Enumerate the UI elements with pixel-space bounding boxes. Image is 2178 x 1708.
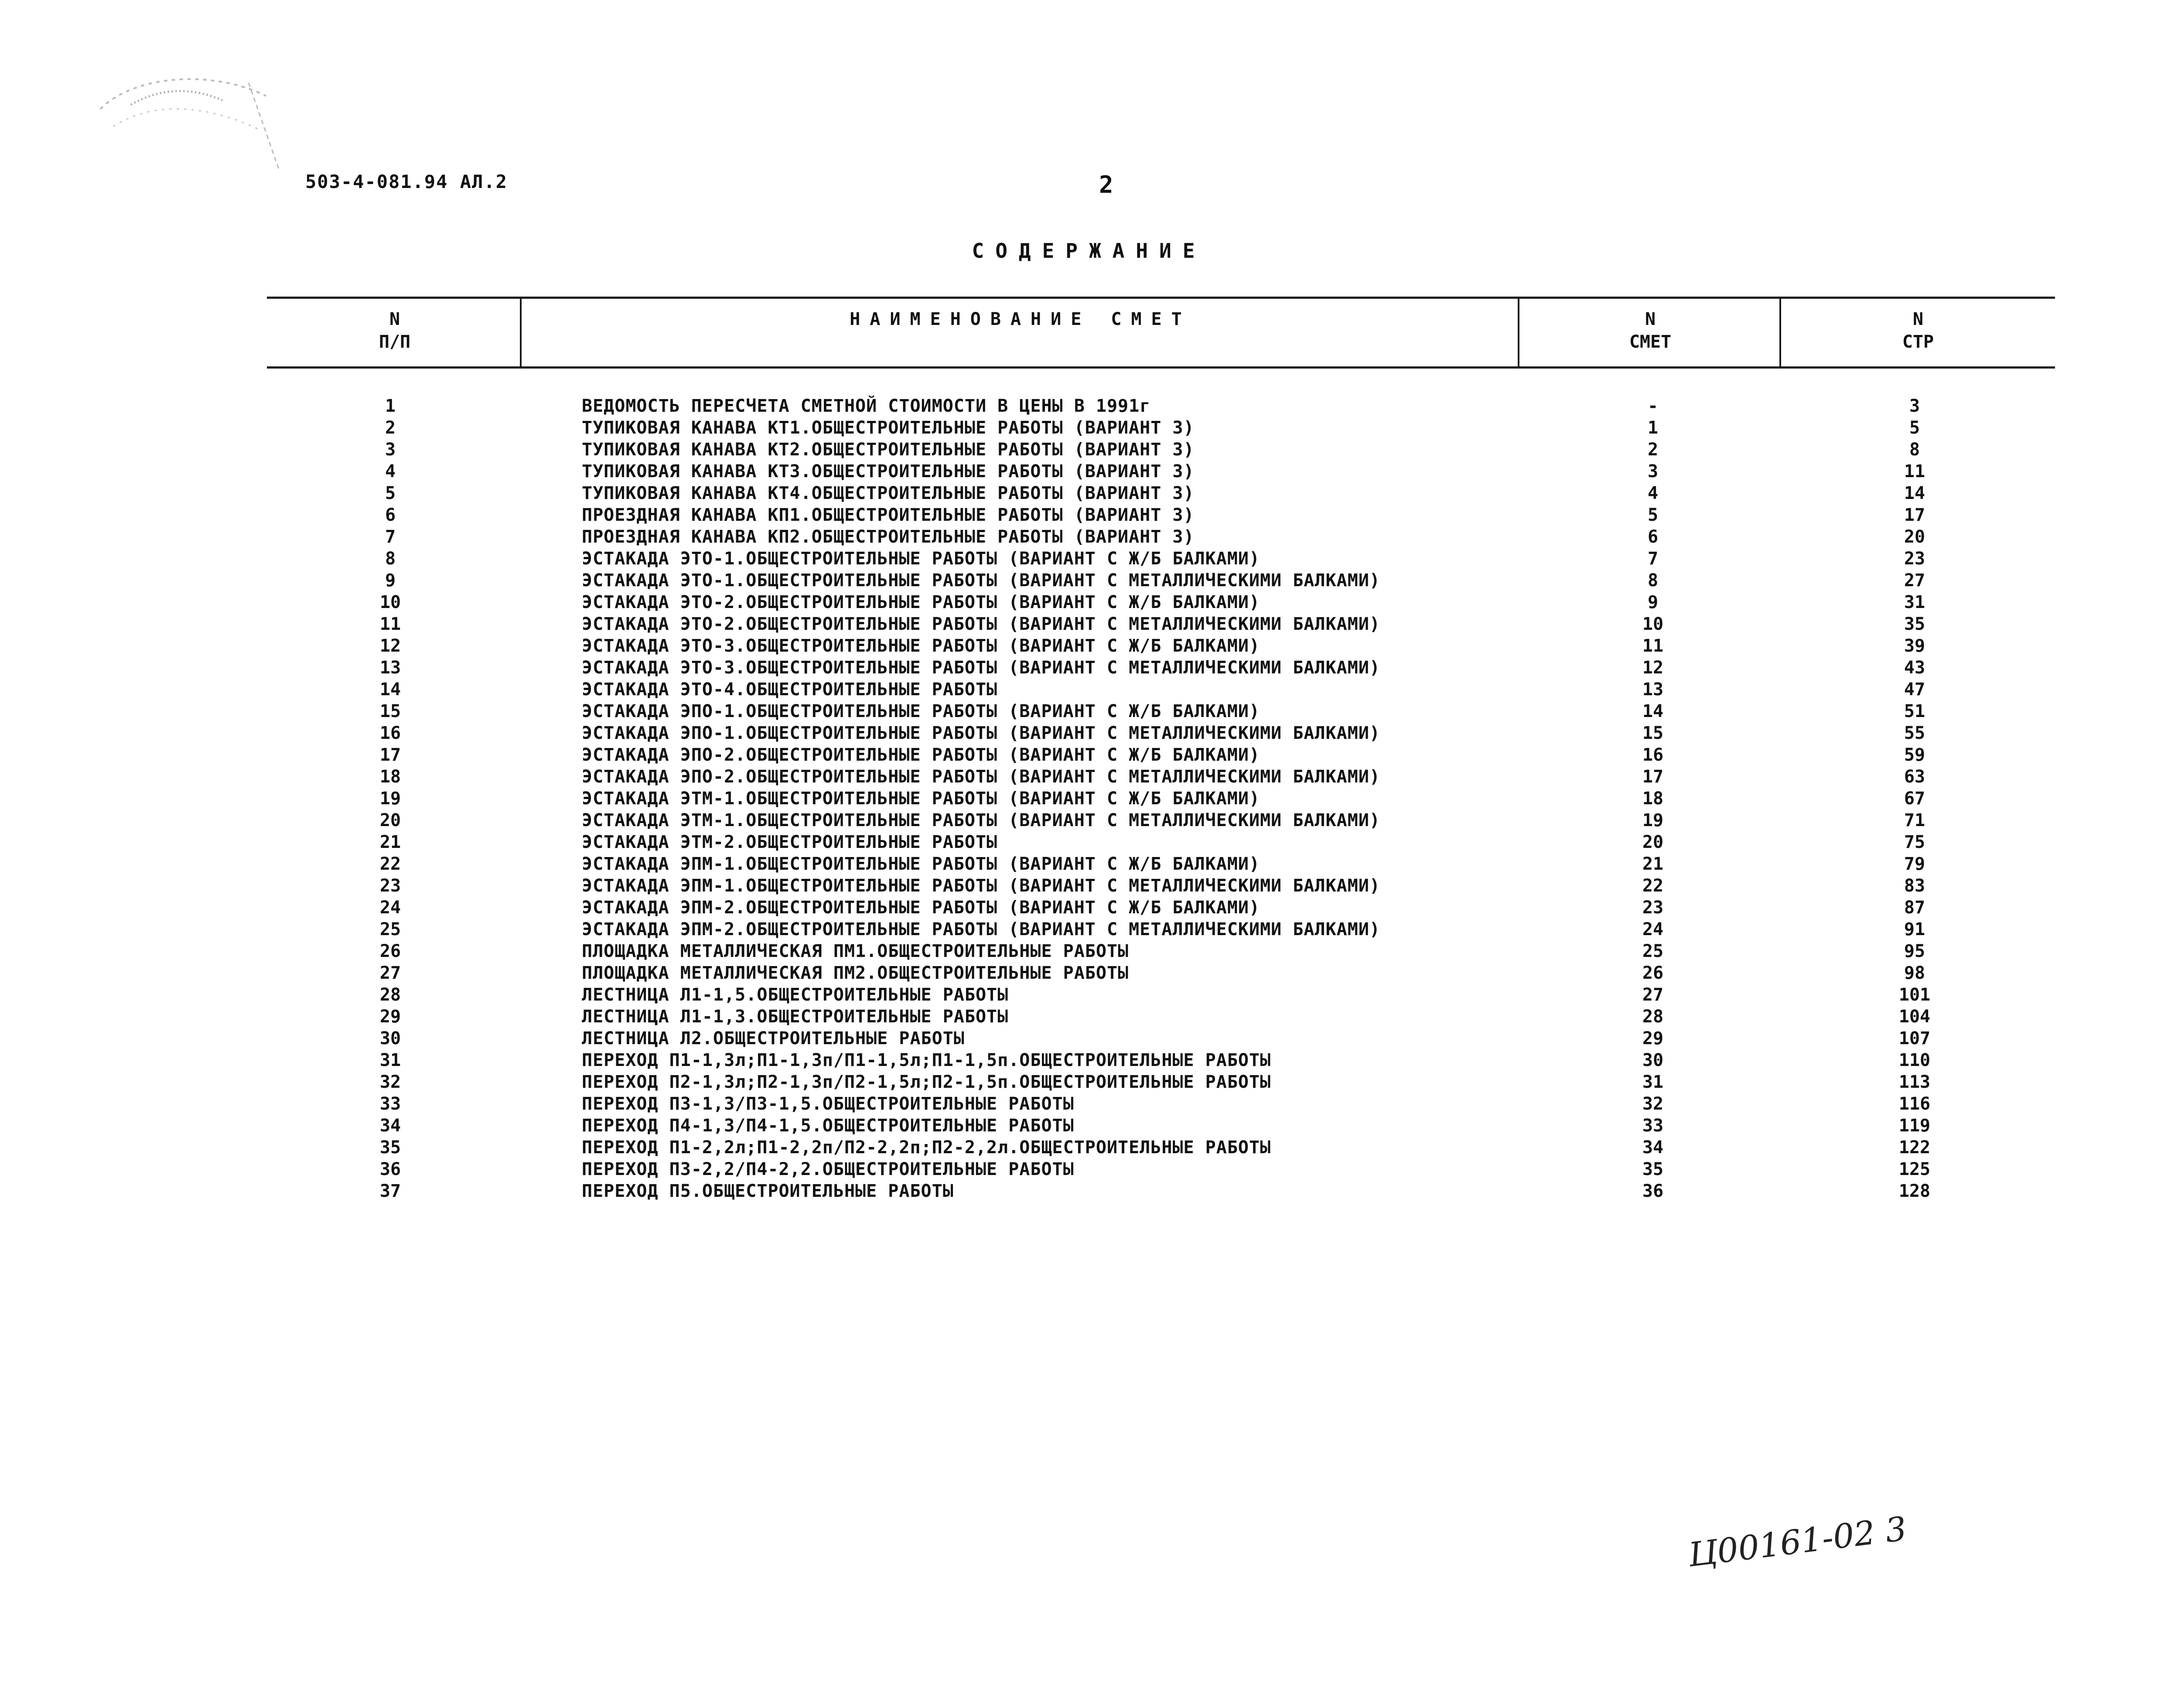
- row-page-number: 31: [1904, 592, 1925, 612]
- row-name: ЭСТАКАДА ЭПМ-1.ОБЩЕСТРОИТЕЛЬНЫЕ РАБОТЫ (ВАРИАНТ С МЕТАЛЛИЧЕСКИМИ БАЛКАМИ): [582, 876, 1380, 896]
- row-page-number: 43: [1904, 658, 1925, 678]
- column-header-number-line2: П/П: [379, 332, 411, 352]
- row-name: ПРОЕЗДНАЯ КАНАВА КП2.ОБЩЕСТРОИТЕЛЬНЫЕ РАБОТЫ (ВАРИАНТ 3): [582, 527, 1195, 547]
- row-page-number: 63: [1904, 767, 1925, 787]
- row-page-number: 113: [1898, 1072, 1931, 1092]
- row-name: ЭСТАКАДА ЭТО-3.ОБЩЕСТРОИТЕЛЬНЫЕ РАБОТЫ (ВАРИАНТ С Ж/Б БАЛКАМИ): [582, 636, 1260, 656]
- row-page-number: 83: [1904, 876, 1925, 896]
- table-row: [0, 875, 2178, 897]
- row-page-number: 79: [1904, 854, 1925, 874]
- table-row: [0, 1158, 2178, 1180]
- row-page-number: 3: [1909, 396, 1920, 416]
- row-number: 26: [379, 941, 401, 961]
- table-row: [0, 1006, 2178, 1028]
- column-divider: [520, 297, 522, 368]
- row-name: ЭСТАКАДА ЭПМ-1.ОБЩЕСТРОИТЕЛЬНЫЕ РАБОТЫ (ВАРИАНТ С Ж/Б БАЛКАМИ): [582, 854, 1260, 874]
- row-page-number: 71: [1904, 810, 1925, 830]
- row-estimate-number: 28: [1642, 1007, 1664, 1027]
- row-name: ЭСТАКАДА ЭТО-4.ОБЩЕСТРОИТЕЛЬНЫЕ РАБОТЫ: [582, 680, 998, 700]
- table-row: [0, 962, 2178, 984]
- row-name: ЭСТАКАДА ЭТО-1.ОБЩЕСТРОИТЕЛЬНЫЕ РАБОТЫ (ВАРИАНТ С МЕТАЛЛИЧЕСКИМИ БАЛКАМИ): [582, 570, 1380, 591]
- column-header-page-line2: СТР: [1902, 332, 1934, 352]
- row-page-number: 75: [1904, 832, 1925, 852]
- row-page-number: 55: [1904, 723, 1925, 743]
- row-name: ПЕРЕХОД П4-1,3/П4-1,5.ОБЩЕСТРОИТЕЛЬНЫЕ РАБОТЫ: [582, 1116, 1074, 1136]
- table-row: [0, 613, 2178, 635]
- row-name: ПЕРЕХОД П1-2,2л;П1-2,2п/П2-2,2п;П2-2,2л.ОБЩЕСТРОИТЕЛЬНЫЕ РАБОТЫ: [582, 1138, 1271, 1158]
- row-page-number: 27: [1904, 570, 1925, 591]
- row-page-number: 87: [1904, 898, 1925, 918]
- row-estimate-number: 11: [1642, 636, 1664, 656]
- row-page-number: 39: [1904, 636, 1925, 656]
- row-name: ЛЕСТНИЦА Л1-1,5.ОБЩЕСТРОИТЕЛЬНЫЕ РАБОТЫ: [582, 985, 1009, 1005]
- table-row: [0, 744, 2178, 766]
- table-row: [0, 482, 2178, 504]
- row-page-number: 11: [1904, 461, 1925, 482]
- table-row: [0, 657, 2178, 679]
- row-page-number: 67: [1904, 789, 1925, 809]
- table-row: [0, 1115, 2178, 1137]
- row-name: ПЕРЕХОД П3-1,3/П3-1,5.ОБЩЕСТРОИТЕЛЬНЫЕ РАБОТЫ: [582, 1094, 1074, 1114]
- row-estimate-number: 36: [1642, 1181, 1664, 1201]
- row-page-number: 110: [1898, 1050, 1931, 1070]
- row-page-number: 119: [1898, 1116, 1931, 1136]
- table-top-rule: [267, 297, 2055, 299]
- row-page-number: 122: [1898, 1138, 1931, 1158]
- row-number: 22: [379, 854, 401, 874]
- row-estimate-number: 30: [1642, 1050, 1664, 1070]
- row-estimate-number: 26: [1642, 963, 1664, 983]
- row-number: 29: [379, 1007, 401, 1027]
- row-name: ТУПИКОВАЯ КАНАВА КТ1.ОБЩЕСТРОИТЕЛЬНЫЕ РАБОТЫ (ВАРИАНТ 3): [582, 418, 1195, 438]
- row-page-number: 59: [1904, 745, 1925, 765]
- table-body: [0, 395, 2178, 1202]
- row-name: ЭСТАКАДА ЭТО-2.ОБЩЕСТРОИТЕЛЬНЫЕ РАБОТЫ (ВАРИАНТ С Ж/Б БАЛКАМИ): [582, 592, 1260, 612]
- table-row: [0, 461, 2178, 482]
- row-number: 5: [385, 483, 396, 503]
- table-row: [0, 1093, 2178, 1115]
- row-estimate-number: 19: [1642, 810, 1664, 830]
- row-estimate-number: 18: [1642, 789, 1664, 809]
- row-name: ТУПИКОВАЯ КАНАВА КТ3.ОБЩЕСТРОИТЕЛЬНЫЕ РАБОТЫ (ВАРИАНТ 3): [582, 461, 1195, 482]
- row-estimate-number: 5: [1647, 505, 1659, 525]
- row-number: 9: [385, 570, 396, 591]
- table-row: [0, 504, 2178, 526]
- row-name: ТУПИКОВАЯ КАНАВА КТ4.ОБЩЕСТРОИТЕЛЬНЫЕ РАБОТЫ (ВАРИАНТ 3): [582, 483, 1195, 503]
- row-estimate-number: 13: [1642, 680, 1664, 700]
- row-estimate-number: 25: [1642, 941, 1664, 961]
- row-number: 34: [379, 1116, 401, 1136]
- table-row: [0, 919, 2178, 940]
- row-estimate-number: 9: [1647, 592, 1659, 612]
- row-estimate-number: 24: [1642, 919, 1664, 939]
- row-estimate-number: 32: [1642, 1094, 1664, 1114]
- row-estimate-number: 23: [1642, 898, 1664, 918]
- row-name: ЭСТАКАДА ЭПМ-2.ОБЩЕСТРОИТЕЛЬНЫЕ РАБОТЫ (ВАРИАНТ С Ж/Б БАЛКАМИ): [582, 898, 1260, 918]
- row-page-number: 35: [1904, 614, 1925, 634]
- column-header-name: НАИМЕНОВАНИЕ СМЕТ: [850, 309, 1191, 329]
- row-name: ПЛОЩАДКА МЕТАЛЛИЧЕСКАЯ ПМ2.ОБЩЕСТРОИТЕЛЬНЫЕ РАБОТЫ: [582, 963, 1129, 983]
- table-row: [0, 722, 2178, 744]
- row-name: ПЕРЕХОД П1-1,3л;П1-1,3п/П1-1,5л;П1-1,5п.ОБЩЕСТРОИТЕЛЬНЫЕ РАБОТЫ: [582, 1050, 1271, 1070]
- row-page-number: 98: [1904, 963, 1925, 983]
- row-number: 36: [379, 1159, 401, 1179]
- row-number: 37: [379, 1181, 401, 1201]
- row-page-number: 23: [1904, 549, 1925, 569]
- row-number: 15: [379, 701, 401, 721]
- table-row: [0, 788, 2178, 810]
- row-number: 11: [379, 614, 401, 634]
- row-number: 10: [379, 592, 401, 612]
- handwritten-note: Ц00161-02 3: [1686, 1509, 1909, 1575]
- row-number: 14: [379, 680, 401, 700]
- row-estimate-number: 7: [1647, 549, 1659, 569]
- column-header-number: [270, 308, 519, 353]
- row-number: 19: [379, 789, 401, 809]
- row-name: ЭСТАКАДА ЭТО-3.ОБЩЕСТРОИТЕЛЬНЫЕ РАБОТЫ (ВАРИАНТ С МЕТАЛЛИЧЕСКИМИ БАЛКАМИ): [582, 658, 1380, 678]
- row-name: ЛЕСТНИЦА Л2.ОБЩЕСТРОИТЕЛЬНЫЕ РАБОТЫ: [582, 1028, 965, 1049]
- row-estimate-number: 12: [1642, 658, 1664, 678]
- row-number: 23: [379, 876, 401, 896]
- table-row: [0, 548, 2178, 570]
- row-name: ПЕРЕХОД П2-1,3л;П2-1,3п/П2-1,5л;П2-1,5п.ОБЩЕСТРОИТЕЛЬНЫЕ РАБОТЫ: [582, 1072, 1271, 1092]
- row-name: ТУПИКОВАЯ КАНАВА КТ2.ОБЩЕСТРОИТЕЛЬНЫЕ РАБОТЫ (ВАРИАНТ 3): [582, 440, 1195, 460]
- row-name: ЭСТАКАДА ЭТМ-2.ОБЩЕСТРОИТЕЛЬНЫЕ РАБОТЫ: [582, 832, 998, 852]
- row-estimate-number: 34: [1642, 1138, 1664, 1158]
- row-name: ЭСТАКАДА ЭПО-1.ОБЩЕСТРОИТЕЛЬНЫЕ РАБОТЫ (ВАРИАНТ С МЕТАЛЛИЧЕСКИМИ БАЛКАМИ): [582, 723, 1380, 743]
- row-name: ЛЕСТНИЦА Л1-1,3.ОБЩЕСТРОИТЕЛЬНЫЕ РАБОТЫ: [582, 1007, 1009, 1027]
- page-number: 2: [1099, 171, 1113, 198]
- row-name: ЭСТАКАДА ЭПО-1.ОБЩЕСТРОИТЕЛЬНЫЕ РАБОТЫ (ВАРИАНТ С Ж/Б БАЛКАМИ): [582, 701, 1260, 721]
- row-number: 2: [385, 418, 396, 438]
- row-number: 21: [379, 832, 401, 852]
- row-number: 17: [379, 745, 401, 765]
- column-header-estimate-line2: СМЕТ: [1629, 332, 1672, 352]
- row-page-number: 14: [1904, 483, 1925, 503]
- row-estimate-number: 27: [1642, 985, 1664, 1005]
- row-page-number: 47: [1904, 680, 1925, 700]
- row-number: 13: [379, 658, 401, 678]
- table-row: [0, 1137, 2178, 1158]
- table-row: [0, 395, 2178, 417]
- row-page-number: 125: [1898, 1159, 1931, 1179]
- column-header-estimate: [1521, 308, 1779, 353]
- row-page-number: 107: [1898, 1028, 1931, 1049]
- table-row: [0, 417, 2178, 439]
- table-row: [0, 897, 2178, 919]
- table-row: [0, 1049, 2178, 1071]
- row-estimate-number: 16: [1642, 745, 1664, 765]
- row-page-number: 116: [1898, 1094, 1931, 1114]
- table-row: [0, 766, 2178, 788]
- row-name: ЭСТАКАДА ЭТМ-1.ОБЩЕСТРОИТЕЛЬНЫЕ РАБОТЫ (ВАРИАНТ С МЕТАЛЛИЧЕСКИМИ БАЛКАМИ): [582, 810, 1380, 830]
- row-name: ПРОЕЗДНАЯ КАНАВА КП1.ОБЩЕСТРОИТЕЛЬНЫЕ РАБОТЫ (ВАРИАНТ 3): [582, 505, 1195, 525]
- column-header-estimate-line1: N: [1645, 309, 1656, 329]
- page-title: СОДЕРЖАНИЕ: [972, 239, 1206, 263]
- row-page-number: 51: [1904, 701, 1925, 721]
- row-number: 6: [385, 505, 396, 525]
- row-page-number: 17: [1904, 505, 1925, 525]
- row-estimate-number: 17: [1642, 767, 1664, 787]
- row-page-number: 8: [1909, 440, 1920, 460]
- row-estimate-number: 22: [1642, 876, 1664, 896]
- row-number: 4: [385, 461, 396, 482]
- row-estimate-number: -: [1647, 396, 1659, 416]
- row-page-number: 95: [1904, 941, 1925, 961]
- row-name: ЭСТАКАДА ЭТО-2.ОБЩЕСТРОИТЕЛЬНЫЕ РАБОТЫ (ВАРИАНТ С МЕТАЛЛИЧЕСКИМИ БАЛКАМИ): [582, 614, 1380, 634]
- row-page-number: 128: [1898, 1181, 1931, 1201]
- row-number: 12: [379, 636, 401, 656]
- table-row: [0, 1028, 2178, 1049]
- table-row: [0, 635, 2178, 657]
- table-row: [0, 700, 2178, 722]
- table-row: [0, 526, 2178, 548]
- row-number: 7: [385, 527, 396, 547]
- row-number: 35: [379, 1138, 401, 1158]
- row-name: ПЛОЩАДКА МЕТАЛЛИЧЕСКАЯ ПМ1.ОБЩЕСТРОИТЕЛЬНЫЕ РАБОТЫ: [582, 941, 1129, 961]
- faded-stamp-mark: [83, 57, 288, 188]
- row-number: 3: [385, 440, 396, 460]
- row-number: 24: [379, 898, 401, 918]
- row-estimate-number: 20: [1642, 832, 1664, 852]
- row-name: ПЕРЕХОД П3-2,2/П4-2,2.ОБЩЕСТРОИТЕЛЬНЫЕ РАБОТЫ: [582, 1159, 1074, 1179]
- column-divider: [1779, 297, 1781, 368]
- row-name: ЭСТАКАДА ЭТМ-1.ОБЩЕСТРОИТЕЛЬНЫЕ РАБОТЫ (ВАРИАНТ С Ж/Б БАЛКАМИ): [582, 789, 1260, 809]
- row-page-number: 101: [1898, 985, 1931, 1005]
- table-row: [0, 570, 2178, 591]
- row-page-number: 20: [1904, 527, 1925, 547]
- row-number: 31: [379, 1050, 401, 1070]
- row-estimate-number: 2: [1647, 440, 1659, 460]
- row-number: 32: [379, 1072, 401, 1092]
- document-code: 503-4-081.94 АЛ.2: [305, 171, 508, 192]
- table-row: [0, 439, 2178, 461]
- row-number: 27: [379, 963, 401, 983]
- row-page-number: 5: [1909, 418, 1920, 438]
- row-number: 25: [379, 919, 401, 939]
- row-number: 8: [385, 549, 396, 569]
- row-estimate-number: 31: [1642, 1072, 1664, 1092]
- row-name: ПЕРЕХОД П5.ОБЩЕСТРОИТЕЛЬНЫЕ РАБОТЫ: [582, 1181, 954, 1201]
- row-estimate-number: 29: [1642, 1028, 1664, 1049]
- row-estimate-number: 14: [1642, 701, 1664, 721]
- table-row: [0, 984, 2178, 1006]
- row-estimate-number: 35: [1642, 1159, 1664, 1179]
- table-row: [0, 853, 2178, 875]
- table-row: [0, 810, 2178, 831]
- table-row: [0, 831, 2178, 853]
- row-number: 30: [379, 1028, 401, 1049]
- table-row: [0, 591, 2178, 613]
- row-number: 20: [379, 810, 401, 830]
- row-estimate-number: 4: [1647, 483, 1659, 503]
- row-page-number: 91: [1904, 919, 1925, 939]
- row-estimate-number: 6: [1647, 527, 1659, 547]
- row-name: ВЕДОМОСТЬ ПЕРЕСЧЕТА СМЕТНОЙ СТОИМОСТИ В ЦЕНЫ В 1991г: [582, 396, 1151, 416]
- row-estimate-number: 33: [1642, 1116, 1664, 1136]
- table-row: [0, 1071, 2178, 1093]
- column-divider: [1518, 297, 1519, 368]
- column-header-page: [1783, 308, 2053, 353]
- row-name: ЭСТАКАДА ЭТО-1.ОБЩЕСТРОИТЕЛЬНЫЕ РАБОТЫ (ВАРИАНТ С Ж/Б БАЛКАМИ): [582, 549, 1260, 569]
- row-estimate-number: 21: [1642, 854, 1664, 874]
- column-header-number-line1: N: [389, 309, 400, 329]
- row-estimate-number: 15: [1642, 723, 1664, 743]
- row-name: ЭСТАКАДА ЭПМ-2.ОБЩЕСТРОИТЕЛЬНЫЕ РАБОТЫ (ВАРИАНТ С МЕТАЛЛИЧЕСКИМИ БАЛКАМИ): [582, 919, 1380, 939]
- row-estimate-number: 1: [1647, 418, 1659, 438]
- row-estimate-number: 10: [1642, 614, 1664, 634]
- row-name: ЭСТАКАДА ЭПО-2.ОБЩЕСТРОИТЕЛЬНЫЕ РАБОТЫ (ВАРИАНТ С МЕТАЛЛИЧЕСКИМИ БАЛКАМИ): [582, 767, 1380, 787]
- table-header-rule: [267, 366, 2055, 369]
- row-number: 28: [379, 985, 401, 1005]
- row-page-number: 104: [1898, 1007, 1931, 1027]
- row-number: 18: [379, 767, 401, 787]
- row-estimate-number: 3: [1647, 461, 1659, 482]
- row-number: 1: [385, 396, 396, 416]
- row-estimate-number: 8: [1647, 570, 1659, 591]
- table-row: [0, 940, 2178, 962]
- row-number: 33: [379, 1094, 401, 1114]
- column-header-page-line1: N: [1912, 309, 1924, 329]
- row-number: 16: [379, 723, 401, 743]
- table-row: [0, 1180, 2178, 1202]
- table-row: [0, 679, 2178, 700]
- row-name: ЭСТАКАДА ЭПО-2.ОБЩЕСТРОИТЕЛЬНЫЕ РАБОТЫ (ВАРИАНТ С Ж/Б БАЛКАМИ): [582, 745, 1260, 765]
